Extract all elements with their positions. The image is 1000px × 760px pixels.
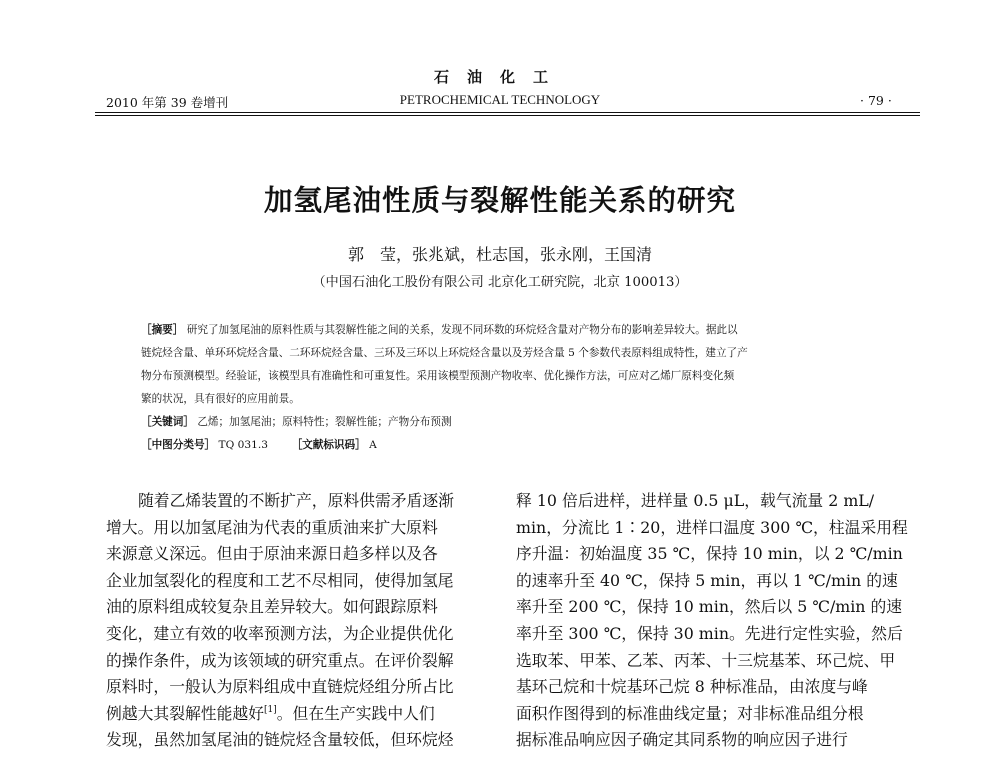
keywords: 乙烯；加氢尾油；原料特性；裂解性能；产物分布预测: [197, 416, 452, 428]
body-line: 的速率升至 40 ℃，保持 5 min，再以 1 ℃/min 的速: [516, 570, 898, 590]
body-left-column: [106, 488, 486, 754]
body-line: 变化，建立有效的收率预测方法，为企业提供优化: [106, 623, 454, 643]
body-line: 面积作图得到的标准曲线定量；对非标准品组分根: [516, 703, 864, 723]
body-line: 率升至 300 ℃，保持 30 min。先进行定性实验，然后: [516, 623, 903, 643]
abstract-line: 繁的状况，具有很好的应用前景。: [141, 393, 300, 405]
body-line: min，分流比 1∶20，进样口温度 300 ℃，柱温采用程: [516, 517, 908, 537]
clc-code: TQ 031.3: [218, 439, 268, 451]
body-line: 原料时，一般认为原料组成中直链烷烃组分所占比: [106, 677, 454, 697]
abstract-text: 研究了加氢尾油的原料性质与其裂解性能之间的关系，发现不同环数的环烷烃含量对产物分布的影响差异较大。据此以: [186, 324, 738, 336]
body-right-column: [516, 488, 916, 754]
body-line: 序升温：初始温度 35 ℃，保持 10 min，以 2 ℃/min: [516, 544, 903, 564]
keywords-label: ［关键词］: [141, 416, 194, 428]
body-line: [106, 701, 486, 728]
body-text: 例越大其裂解性能越好: [106, 703, 264, 723]
doc-code-label: ［文献标识码］: [291, 439, 366, 451]
journal-title-cn: 石油化工: [433, 68, 566, 86]
body-line: 企业加氢裂化的程度和工艺不尽相同，使得加氢尾: [106, 570, 454, 590]
authors: 郭 莹，张兆斌，杜志国，张永刚，王国清: [347, 245, 652, 264]
clc-label: ［中图分类号］: [141, 439, 216, 451]
body-text: 。但在生产实践中人们: [276, 703, 435, 723]
keywords-line: [141, 415, 881, 430]
issue-info: 2010 年第 39 卷增刊: [106, 95, 229, 110]
body-line: 来源意义深远。但由于原油来源日趋多样以及各: [106, 544, 438, 564]
body-line: 选取苯、甲苯、乙苯、丙苯、十三烷基苯、环己烷、甲: [516, 650, 896, 670]
doc-code: A: [369, 439, 377, 451]
body-line: 据标准品响应因子确定其同系物的响应因子进行: [516, 730, 848, 750]
header-rule-thin: [95, 115, 920, 116]
body-line: 增大。用以加氢尾油为代表的重质油来扩大原料: [106, 517, 438, 537]
body-line: 释 10 倍后进样，进样量 0.5 μL，载气流量 2 mL/: [516, 491, 875, 510]
body-line: 发现，虽然加氢尾油的链烷烃含量较低，但环烷烃: [106, 730, 454, 750]
abstract-label: ［摘要］: [141, 324, 184, 336]
body-line: 随着乙烯装置的不断扩产，原料供需矛盾逐渐: [138, 491, 454, 510]
affiliation: （中国石油化工股份有限公司 北京化工研究院，北京 100013）: [312, 275, 688, 290]
journal-title-en: PETROCHEMICAL TECHNOLOGY: [399, 92, 601, 107]
paper-title: 加氢尾油性质与裂解性能关系的研究: [263, 184, 736, 217]
citation-ref[interactable]: [1]: [263, 704, 277, 715]
classification-line: [141, 438, 881, 453]
page-number: · 79 ·: [860, 93, 892, 108]
body-line: 的操作条件，成为该领域的研究重点。在评价裂解: [106, 650, 454, 670]
abstract-line: [141, 323, 881, 338]
body-line: 油的原料组成较复杂且差异较大。如何跟踪原料: [106, 597, 438, 617]
body-line: 基环己烷和十烷基环己烷 8 种标准品，由浓度与峰: [516, 677, 868, 697]
abstract-line: 链烷烃含量、单环环烷烃含量、二环环烷烃含量、三环及三环以上环烷烃含量以及芳烃含量 5 个参数代表原料组成特性，建立了产: [141, 347, 748, 359]
header-rule: [95, 112, 920, 113]
abstract-line: 物分布预测模型。经验证，该模型具有准确性和可重复性。采用该模型预测产物收率、优化操作方法，可应对乙烯厂原料变化频: [141, 370, 735, 382]
body-line: 率升至 200 ℃，保持 10 min，然后以 5 ℃/min 的速: [516, 597, 903, 617]
